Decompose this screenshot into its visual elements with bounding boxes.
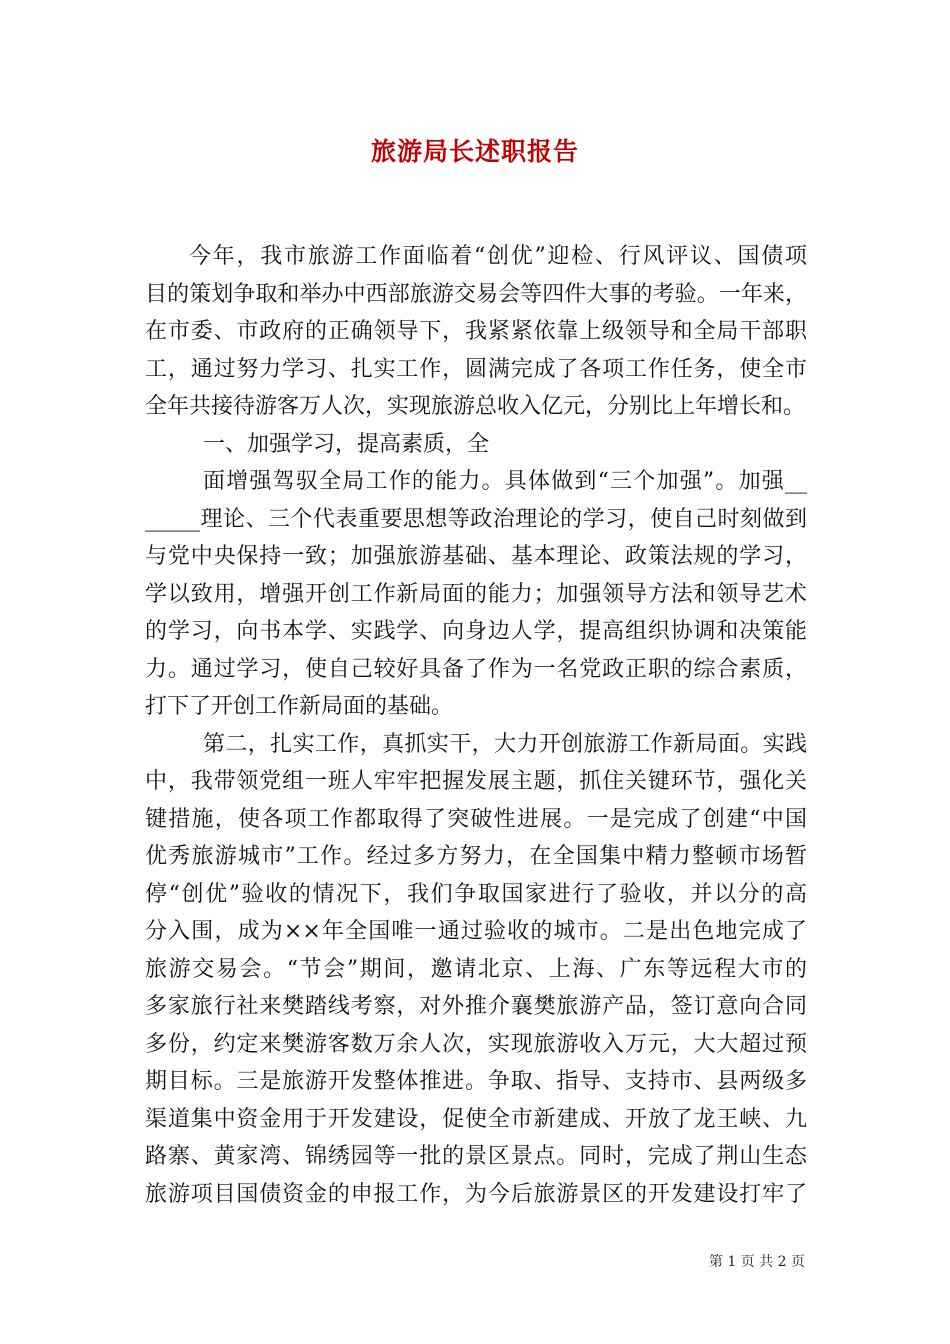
text-line: 优秀旅游城市”工作。经过多方努力，在全国集中精力整顿市场暂 — [145, 844, 807, 869]
text-line: 多家旅行社来樊踏线考察，对外推介襄樊旅游产品，签订意向合同 — [145, 994, 807, 1019]
text-line: 多份，约定来樊游客数万余人次，实现旅游收入万元，大大超过预 — [145, 1031, 807, 1057]
text-line: 面增强驾驭全局工作的能力。具体做到“三个加强”。加强__ — [203, 469, 807, 494]
text-line: 路寨、黄家湾、锦绣园等一批的景区景点。同时，完成了荆山生态 — [145, 1144, 807, 1169]
text-line: 与党中央保持一致；加强旅游基础、基本理论、政策法规的学习， — [145, 544, 807, 569]
text-line: 目的策划争取和举办中西部旅游交易会等四件大事的考验。一年来， — [145, 281, 807, 307]
body-text — [145, 238, 807, 1213]
text-line: 第二，扎实工作，真抓实干，大力开创旅游工作新局面。实践 — [203, 731, 807, 757]
page-footer: 第 1 页 共 2 页 — [708, 1254, 805, 1270]
text-line: 停“创优”验收的情况下，我们争取国家进行了验收，并以分的高 — [145, 881, 807, 907]
text-line: 的学习，向书本学、实践学、向身边人学，提高组织协调和决策能 — [145, 619, 807, 644]
page-title: 旅游局长述职报告 — [370, 137, 579, 166]
text-line: 旅游交易会。“节会”期间，邀请北京、上海、广东等远程大市的 — [145, 956, 807, 982]
text-line: 旅游项目国债资金的申报工作，为今后旅游景区的开发建设打牢了 — [145, 1181, 807, 1207]
text-line: 分入围，成为××年全国唯一通过验收的城市。二是出色地完成了 — [145, 919, 807, 944]
text-line: _____理论、三个代表重要思想等政治理论的学习，使自己时刻做到 — [145, 506, 807, 532]
text-line: 全年共接待游客万人次，实现旅游总收入亿元，分别比上年增长和。 — [145, 394, 806, 419]
text-line: 今年，我市旅游工作面临着“创优”迎检、行风评议、国债项 — [189, 244, 807, 269]
text-line: 学以致用，增强开创工作新局面的能力；加强领导方法和领导艺术 — [145, 581, 807, 607]
text-line: 力。通过学习，使自己较好具备了作为一名党政正职的综合素质， — [145, 656, 807, 682]
text-line: 中，我带领党组一班人牢牢把握发展主题，抓住关键环节，强化关 — [145, 769, 807, 794]
text-line: 在市委、市政府的正确领导下，我紧紧依靠上级领导和全局干部职 — [145, 319, 807, 344]
text-line: 键措施，使各项工作都取得了突破性进展。一是完成了创建“中国 — [145, 806, 807, 832]
text-line: 打下了开创工作新局面的基础。 — [145, 694, 454, 719]
text-line: 一、加强学习，提高素质，全 — [203, 431, 490, 457]
text-line: 工，通过努力学习、扎实工作，圆满完成了各项工作任务，使全市 — [145, 356, 807, 382]
text-line: 渠道集中资金用于开发建设，促使全市新建成、开放了龙王峡、九 — [145, 1106, 807, 1132]
text-line: 期目标。三是旅游开发整体推进。争取、指导、支持市、县两级多 — [145, 1069, 807, 1094]
